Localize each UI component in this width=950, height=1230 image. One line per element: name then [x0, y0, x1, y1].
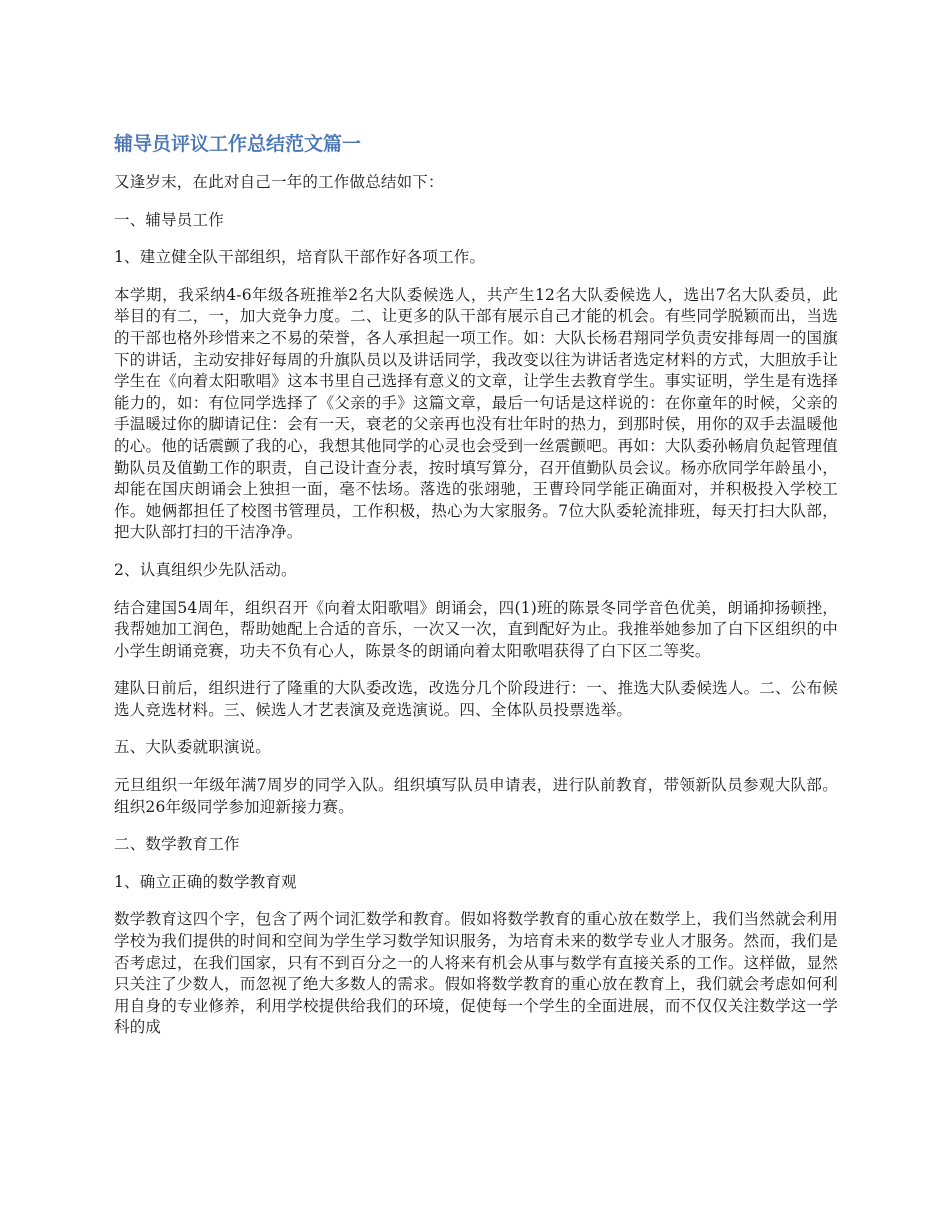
subheading-pioneer-activities: 2、认真组织少先队活动。 — [114, 560, 297, 579]
paragraph-cadre-election: 本学期，我采纳4-6年级各班推举2名大队委候选人，共产生12名大队委候选人，选出7名大队委员，此举目的有二，一，加大竞争力度。二、让更多的队干部有展示自己才能的机会。有些同学脱颖而出，当选的干部也格外珍惜来之不易的荣誉，各人承担起一项工作。如：大队长杨君翔同学负责安排每周一的国旗下的讲话，主动安排好每周的升旗队员以及讲话同学，我改变以往为讲话者选定材料的方式，大胆放手让学生在《向着太阳歌唱》这本书里自己选择有意义的文章，让学生去教育学生。事实证明，学生是有选择能力的，如：有位同学选择了《父亲的手》这篇文章，最后一句话是这样说的：在你童年的时候，父亲的手温暖过你的脚请记住：会有一天，衰老的父亲再也没有壮年时的热力，到那时侯，用你的双手去温暖他的心。他的话震颤了我的心，我想其他同学的心灵也会受到一丝震颤吧。再如：大队委孙畅肩负起管理值勤队员及值勤工作的职责，自己设计查分表，按时填写算分，召开值勤队员会议。杨亦欣同学年龄虽小，却能在国庆朗诵会上独担一面，毫不怯场。落选的张翊驰，王曹玲同学能正确面对，并积极投入学校工作。她俩都担任了校图书管理员，工作积极，热心为大家服务。7位大队委轮流排班，每天打扫大队部，把大队部打扫的干洁净净。 — [114, 285, 838, 542]
paragraph-intro: 又逢岁末，在此对自己一年的工作做总结如下： — [114, 173, 444, 191]
subheading-team-cadres: 1、建立健全队干部组织，培育队干部作好各项工作。 — [114, 248, 486, 267]
section-heading-math-teaching: 二、数学教育工作 — [114, 835, 240, 854]
paragraph-math-education: 数学教育这四个字，包含了两个词汇数学和教育。假如将数学教育的重心放在数学上，我们当然就会利用学校为我们提供的时间和空间为学生学习数学知识服务，为培育未来的数学专业人才服务。然而，我们是否考虑过，在我们国家，只有不到百分之一的人将来有机会从事与数学有直接关系的工作。这样做，显然只关注了少数人，而忽视了绝大多数人的需求。假如将数学教育的重心放在教育上，我们就会考虑如何利用自身的专业修养，利用学校提供给我们的环境，促使每一个学生的全面进展，而不仅仅关注数学这一学科的成 — [114, 910, 838, 1037]
paragraph-team-day-election: 建队日前后，组织进行了隆重的大队委改选，改选分几个阶段进行：一、推选大队委候选人。二、公布候选人竞选材料。三、候选人才艺表演及竞选演说。四、全体队员投票选举。 — [114, 679, 838, 719]
document-page — [114, 118, 838, 1055]
document-title: 辅导员评议工作总结范文篇一 — [114, 133, 362, 155]
paragraph-recitation: 结合建国54周年，组织召开《向着太阳歌唱》朗诵会，四(1)班的陈景冬同学音色优美，朗诵抑扬顿挫，我帮她加工润色，帮助她配上合适的音乐，一次又一次，直到配好为止。我推举她参加了白下区组织的中小学生朗诵竞赛，功夫不负有心人，陈景冬的朗诵向着太阳歌唱获得了白下区二等奖。 — [114, 598, 838, 660]
subheading-math-education-view: 1、确立正确的数学教育观 — [114, 872, 297, 891]
paragraph-inauguration-speech: 五、大队委就职演说。 — [114, 738, 272, 757]
paragraph-new-year-enrollment: 元旦组织一年级年满7周岁的同学入队。组织填写队员申请表，进行队前教育，带领新队员参观大队部。组织26年级同学参加迎新接力赛。 — [114, 776, 838, 816]
section-heading-counselor-work: 一、辅导员工作 — [114, 210, 224, 229]
